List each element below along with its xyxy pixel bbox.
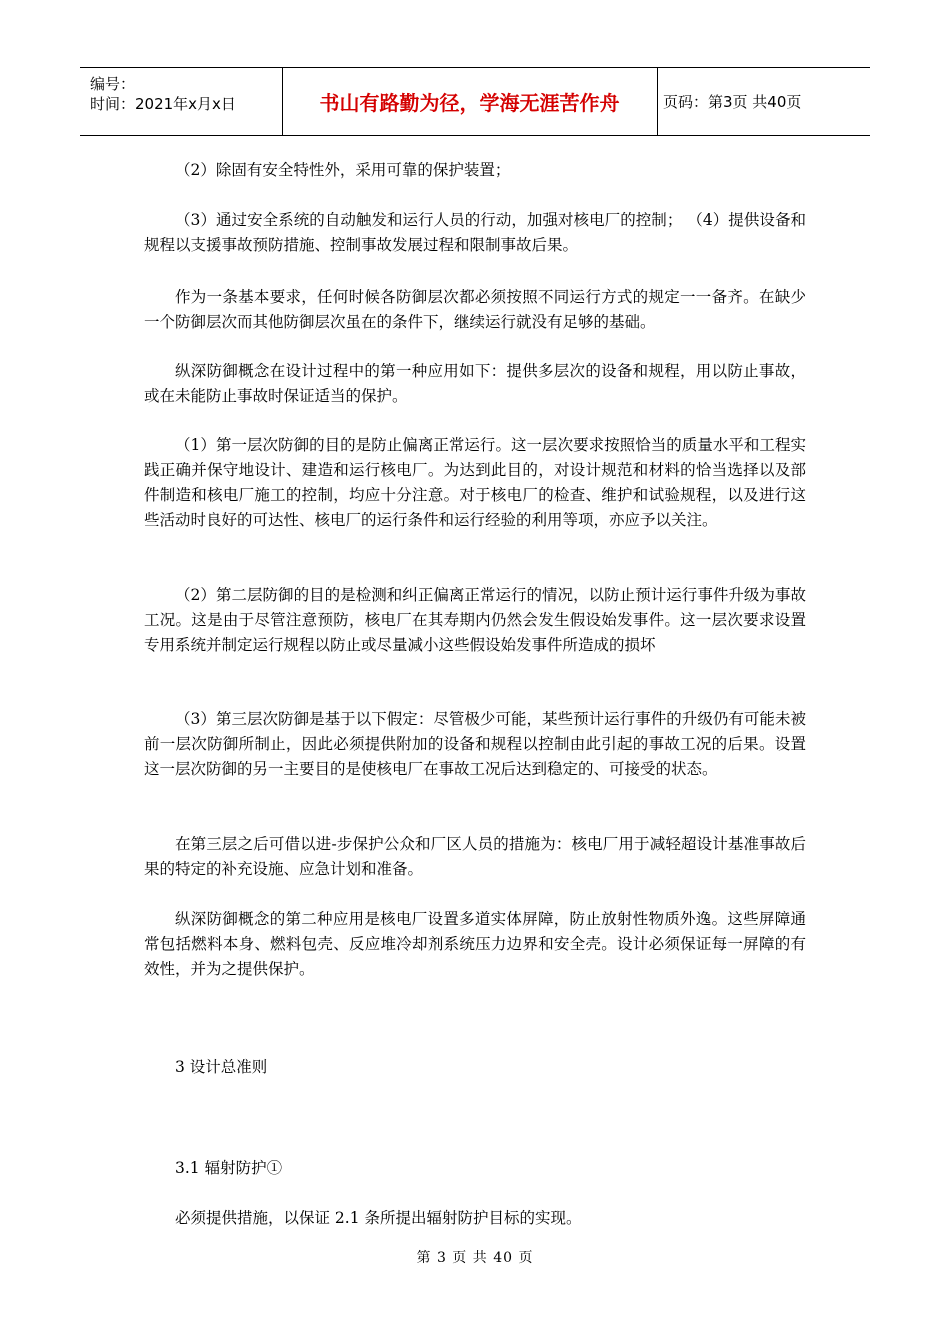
paragraph-second-level-defense: （2）第二层防御的目的是检测和纠正偏离正常运行的情况，以防止预计运行事件升级为事故工况。这是由于尽管注意预防，核电厂在其寿期内仍然会发生假设始发事件。这一层次要求设置专用系统并制定运行规程以防止或尽量减小这些假设始发事件所造成的损坏 (144, 586, 806, 654)
paragraph-second-application: 纵深防御概念的第二种应用是核电厂设置多道实体屏障，防止放射性物质外逸。这些屏障通常包括燃料本身、燃料包壳、反应堆冷却剂系统压力边界和安全壳。设计必须保证每一屏障的有效性，并为之提供保护。 (144, 910, 806, 978)
header-divider-right (657, 68, 658, 135)
paragraph-control-and-procedures: （3）通过安全系统的自动触发和运行人员的行动，加强对核电厂的控制； （4）提供设备和规程以支援事故预防措施、控制事故发展过程和限制事故后果。 (144, 211, 806, 254)
paragraph-first-level-defense: （1）第一层次防御的目的是防止偏离正常运行。这一层次要求按照恰当的质量水平和工程实践正确并保守地设计、建造和运行核电厂。为达到此目的，对设计规范和材料的恰当选择以及部件制造和核电厂施工的控制，均应十分注意。对于核电厂的检查、维护和试验规程，以及进行这些活动时良好的可达性、核电厂的运行条件和运行经验的利用等项，亦应予以关注。 (144, 436, 806, 529)
header-page-code: 页码：第3页 共40页 (663, 93, 802, 111)
document-date-label: 时间：2021年x月x日 (90, 95, 236, 113)
paragraph-after-third-level: 在第三层之后可借以进-步保护公众和厂区人员的措施为：核电厂用于减轻超设计基准事故后果的特定的补充设施、应急计划和准备。 (144, 835, 806, 878)
header-motto: 书山有路勤为径，学海无涯苦作舟 (319, 91, 620, 115)
header-meta (90, 74, 236, 114)
paragraph-third-level-defense: （3）第三层次防御是基于以下假定：尽管极少可能，某些预计运行事件的升级仍有可能未被前一层次防御所制止，因此必须提供附加的设备和规程以控制由此引起的事故工况的后果。设置这一层次防御的另一主要目的是使核电厂在事故工况后达到稳定的、可接受的状态。 (144, 710, 806, 778)
document-number-label: 编号： (90, 75, 136, 93)
paragraph-protection-devices: （2）除固有安全特性外，采用可靠的保护装置； (175, 161, 511, 179)
paragraph-first-application: 纵深防御概念在设计过程中的第一种应用如下：提供多层次的设备和规程，用以防止事故，或在未能防止事故时保证适当的保护。 (144, 362, 806, 405)
section-heading-design-criteria: 3 设计总准则 (175, 1058, 268, 1076)
page-header (80, 67, 870, 136)
paragraph-basic-requirement: 作为一条基本要求，任何时候各防御层次都必须按照不同运行方式的规定一一备齐。在缺少一个防御层次而其他防御层次虽在的条件下，继续运行就没有足够的基础。 (144, 288, 806, 331)
subsection-heading-radiation-protection: 3.1 辐射防护① (175, 1159, 283, 1177)
paragraph-radiation-protection-measures: 必须提供措施，以保证 2.1 条所提出辐射防护目标的实现。 (175, 1209, 582, 1227)
page-footer: 第 3 页 共 40 页 (416, 1250, 534, 1266)
